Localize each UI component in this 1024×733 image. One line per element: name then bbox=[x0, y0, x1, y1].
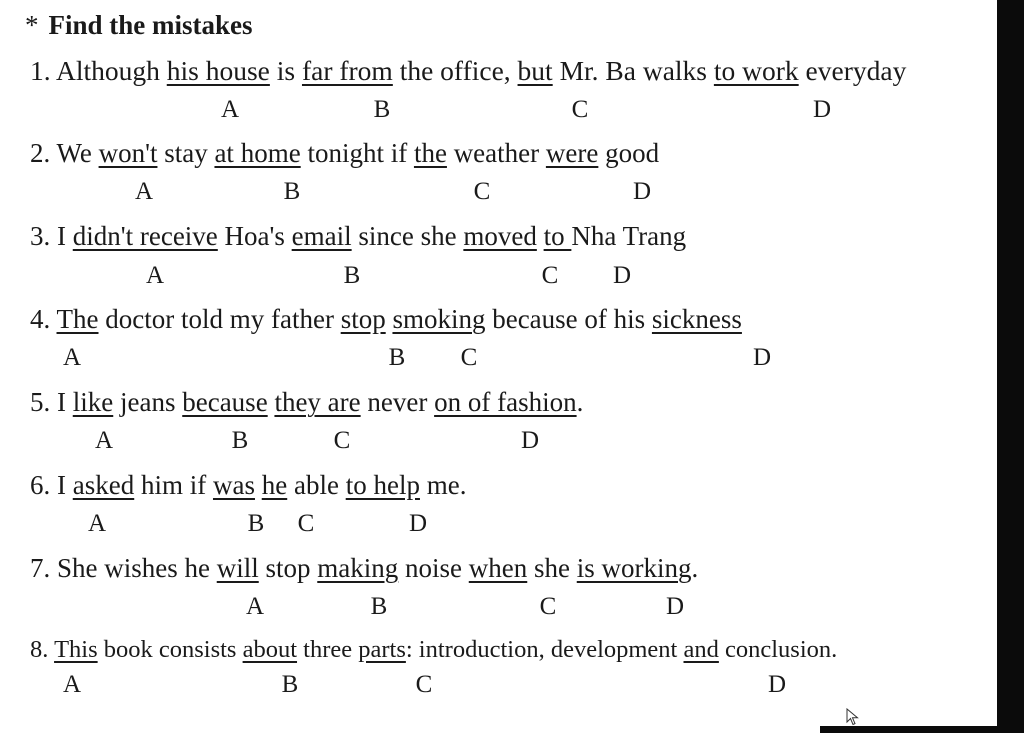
underlined-option: about bbox=[242, 636, 298, 663]
sentence-text: . bbox=[576, 387, 584, 417]
q2-label-a: A bbox=[134, 178, 154, 205]
question-number: 8. bbox=[30, 636, 49, 663]
sentence-text: everyday bbox=[798, 55, 907, 86]
sentence-text: never bbox=[360, 387, 435, 417]
q8-label-b: B bbox=[281, 671, 299, 698]
question-1 bbox=[30, 55, 906, 87]
sentence-text: good bbox=[598, 138, 660, 168]
sentence-text: she bbox=[527, 553, 577, 583]
sentence-text: I bbox=[57, 387, 73, 417]
q2-label-b: B bbox=[283, 178, 301, 205]
underlined-option: email bbox=[291, 221, 352, 251]
q5-label-d: D bbox=[520, 427, 540, 454]
q6-label-a: A bbox=[87, 510, 107, 537]
question-number: 5. bbox=[30, 387, 51, 417]
q6-label-c: C bbox=[297, 510, 315, 537]
screen-border-right bbox=[997, 0, 1024, 733]
q4-label-d: D bbox=[752, 344, 772, 371]
sentence-text: Hoa's bbox=[217, 221, 292, 251]
sentence-text: weather bbox=[446, 138, 546, 168]
question-number: 4. bbox=[30, 304, 51, 334]
underlined-option: sickness bbox=[651, 304, 742, 334]
sentence-text: . bbox=[691, 553, 699, 583]
q8-label-c: C bbox=[415, 671, 433, 698]
underlined-option: This bbox=[54, 636, 98, 663]
q8-label-d: D bbox=[767, 671, 787, 698]
sentence-text: We bbox=[56, 138, 99, 168]
sentence-text bbox=[537, 221, 544, 251]
underlined-option: he bbox=[261, 470, 288, 500]
sentence-text: conclusion. bbox=[718, 636, 838, 663]
underlined-option: was bbox=[212, 470, 255, 500]
screen-border-bottom bbox=[820, 726, 1024, 733]
underlined-option: like bbox=[72, 387, 114, 417]
underlined-option: making bbox=[317, 553, 399, 583]
q5-label-b: B bbox=[231, 427, 249, 454]
underlined-option: smoking bbox=[392, 304, 486, 334]
underlined-option: when bbox=[468, 553, 528, 583]
question-2 bbox=[30, 137, 659, 169]
question-number: 6. bbox=[30, 470, 51, 500]
underlined-option: and bbox=[683, 636, 719, 663]
underlined-option: stop bbox=[340, 304, 386, 334]
q7-label-c: C bbox=[539, 593, 557, 620]
q4-label-a: A bbox=[62, 344, 82, 371]
underlined-option: at home bbox=[214, 138, 301, 168]
underlined-option: the bbox=[413, 138, 447, 168]
q1-label-d: D bbox=[812, 96, 832, 123]
underlined-option: were bbox=[545, 138, 599, 168]
q5-label-c: C bbox=[333, 427, 351, 454]
sentence-text: Mr. Ba walks bbox=[552, 55, 714, 86]
sentence-text: doctor told my father bbox=[98, 304, 341, 334]
q3-label-d: D bbox=[612, 262, 632, 289]
question-4 bbox=[30, 303, 742, 335]
sentence-text: because of his bbox=[485, 304, 652, 334]
q1-label-a: A bbox=[220, 96, 240, 123]
question-number: 3. bbox=[30, 221, 51, 251]
sentence-text: I bbox=[57, 221, 73, 251]
heading-title: Find the mistakes bbox=[48, 10, 253, 40]
q4-label-b: B bbox=[388, 344, 406, 371]
worksheet-heading bbox=[25, 10, 253, 41]
q1-label-c: C bbox=[571, 96, 589, 123]
question-number: 1. bbox=[30, 55, 51, 86]
sentence-text: tonight if bbox=[300, 138, 414, 168]
underlined-option: to help bbox=[345, 470, 420, 500]
mouse-pointer-icon bbox=[846, 708, 860, 726]
sentence-text: me. bbox=[419, 470, 467, 500]
sentence-text: She wishes he bbox=[57, 553, 217, 583]
sentence-text: jeans bbox=[113, 387, 183, 417]
question-number: 2. bbox=[30, 138, 51, 168]
sentence-text: the office, bbox=[392, 55, 518, 86]
sentence-text: Nha Trang bbox=[571, 221, 687, 251]
question-7 bbox=[30, 552, 698, 584]
sentence-text: Although bbox=[55, 55, 167, 86]
underlined-option: they are bbox=[274, 387, 361, 417]
underlined-option: asked bbox=[72, 470, 135, 500]
q7-label-d: D bbox=[665, 593, 685, 620]
sentence-text: stop bbox=[258, 553, 318, 583]
question-5 bbox=[30, 386, 583, 418]
sentence-text: since she bbox=[351, 221, 464, 251]
underlined-option: is working bbox=[576, 553, 692, 583]
q3-label-c: C bbox=[541, 262, 559, 289]
q1-label-b: B bbox=[373, 96, 391, 123]
question-3 bbox=[30, 220, 686, 252]
sentence-text: : introduction, development bbox=[405, 636, 684, 663]
sentence-text bbox=[255, 470, 262, 500]
sentence-text: book consists bbox=[97, 636, 243, 663]
heading-star: * bbox=[25, 10, 39, 40]
q2-label-d: D bbox=[632, 178, 652, 205]
question-number: 7. bbox=[30, 553, 51, 583]
underlined-option: on of fashion bbox=[434, 387, 577, 417]
q5-label-a: A bbox=[94, 427, 114, 454]
underlined-option: his house bbox=[166, 55, 270, 86]
question-6 bbox=[30, 469, 466, 501]
underlined-option: will bbox=[216, 553, 259, 583]
underlined-option: because bbox=[182, 387, 268, 417]
q7-label-b: B bbox=[370, 593, 388, 620]
sentence-text: stay bbox=[157, 138, 215, 168]
sentence-text: is bbox=[269, 55, 302, 86]
underlined-option: The bbox=[56, 304, 99, 334]
q2-label-c: C bbox=[473, 178, 491, 205]
question-8 bbox=[30, 634, 837, 666]
underlined-option: won't bbox=[98, 138, 158, 168]
q6-label-d: D bbox=[408, 510, 428, 537]
sentence-text: noise bbox=[398, 553, 469, 583]
q6-label-b: B bbox=[247, 510, 265, 537]
sentence-text: three bbox=[297, 636, 359, 663]
underlined-option: moved bbox=[463, 221, 537, 251]
q7-label-a: A bbox=[245, 593, 265, 620]
q3-label-b: B bbox=[343, 262, 361, 289]
underlined-option: far from bbox=[301, 55, 393, 86]
sentence-text: him if bbox=[134, 470, 213, 500]
q3-label-a: A bbox=[145, 262, 165, 289]
underlined-option: didn't receive bbox=[72, 221, 218, 251]
underlined-option: to work bbox=[713, 55, 799, 86]
q8-label-a: A bbox=[62, 671, 82, 698]
underlined-option: but bbox=[517, 55, 553, 86]
sentence-text: able bbox=[287, 470, 346, 500]
underlined-option: to bbox=[543, 221, 572, 251]
sentence-text: I bbox=[57, 470, 73, 500]
q4-label-c: C bbox=[460, 344, 478, 371]
underlined-option: parts bbox=[358, 636, 406, 663]
